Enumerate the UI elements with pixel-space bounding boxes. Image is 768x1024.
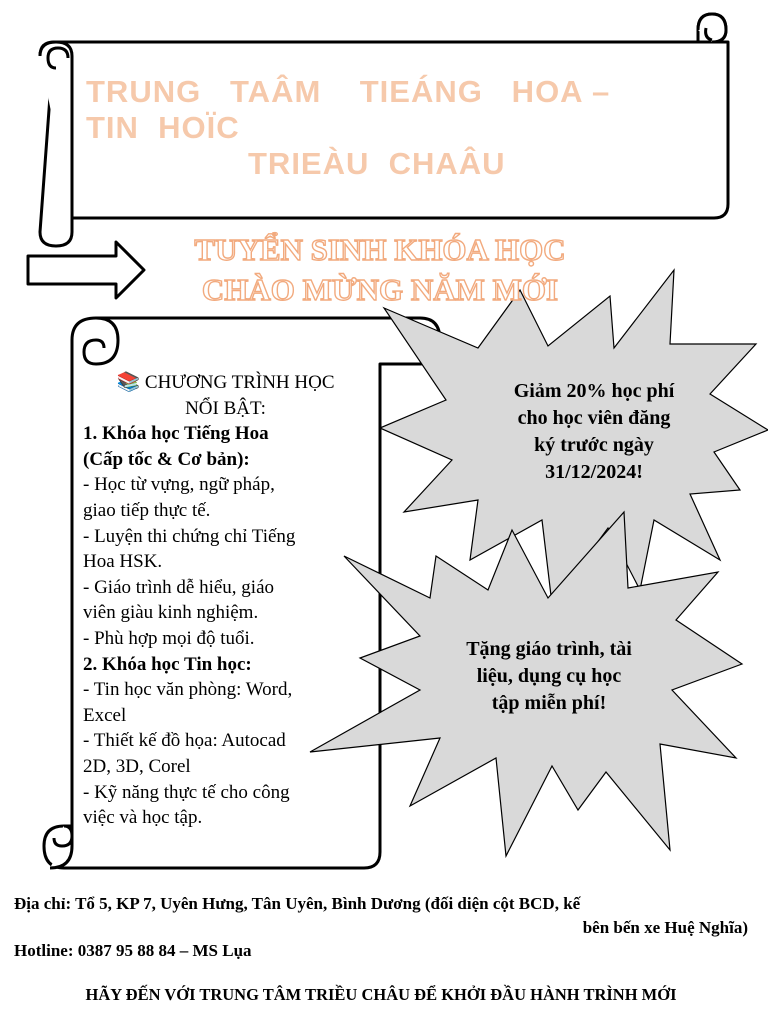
course-1-title: 1. Khóa học Tiếng Hoa bbox=[83, 423, 269, 445]
course-2-title: 2. Khóa học Tin học: bbox=[83, 653, 252, 675]
course-2-item: Excel bbox=[83, 704, 127, 726]
headline-line-2: CHÀO MỪNG NĂM MỚI bbox=[201, 272, 559, 307]
address-line-2: bên bến xe Huệ Nghĩa) bbox=[582, 918, 748, 937]
program-content bbox=[83, 370, 368, 831]
promo-2-line: tập miễn phí! bbox=[491, 692, 607, 714]
promo-1-line: Giảm 20% học phí bbox=[513, 380, 675, 402]
course-1-item: giao tiếp thực tế. bbox=[83, 499, 211, 521]
course-1-item: Hoa HSK. bbox=[83, 551, 163, 573]
hotline: Hotline: 0387 95 88 84 – MS Lụa bbox=[14, 941, 252, 960]
course-1-item: - Luyện thi chứng chỉ Tiếng bbox=[83, 525, 296, 547]
promo-1-line: cho học viên đăng bbox=[517, 407, 671, 429]
course-2-item: - Tin học văn phòng: Word, bbox=[83, 679, 293, 701]
promo-1-line: ký trước ngày bbox=[534, 434, 654, 456]
course-1-item: - Giáo trình dễ hiểu, giáo bbox=[83, 576, 275, 598]
course-1-item: viên giàu kinh nghiệm. bbox=[83, 602, 259, 624]
headline-line-1: TUYỂN SINH KHÓA HỌC bbox=[194, 232, 566, 267]
course-1-item: - Học từ vựng, ngữ pháp, bbox=[83, 474, 275, 496]
course-1-item: - Phù hợp mọi độ tuổi. bbox=[83, 627, 255, 649]
course-2-item: việc và học tập. bbox=[83, 807, 203, 829]
promo-2-line: liệu, dụng cụ học bbox=[476, 665, 622, 687]
course-2-item: - Thiết kế đồ họa: Autocad bbox=[83, 730, 286, 752]
banner-title-line-2: TIN HOÏC bbox=[86, 110, 240, 145]
course-2-item: - Kỹ năng thực tế cho công bbox=[83, 781, 290, 803]
banner-title-line-1: TRUNG TAÂM TIEÁNG HOA – bbox=[86, 74, 611, 109]
slogan: HÃY ĐẾN VỚI TRUNG TÂM TRIỀU CHÂU ĐỂ KHỞI ĐẦU HÀNH TRÌNH MỚI bbox=[85, 985, 677, 1004]
promo-1-line: 31/12/2024! bbox=[545, 461, 643, 483]
course-1-subtitle: (Cấp tốc & Cơ bản): bbox=[83, 448, 250, 470]
promo-2-line: Tặng giáo trình, tài bbox=[466, 638, 632, 660]
promo-2-text bbox=[424, 636, 674, 717]
address bbox=[14, 892, 748, 940]
program-title-line-2: NỔI BẬT: bbox=[185, 397, 266, 419]
program-title-line-1: 📚 CHƯƠNG TRÌNH HỌC bbox=[116, 372, 335, 393]
course-2-item: 2D, 3D, Corel bbox=[83, 755, 191, 777]
address-line-1: Địa chỉ: Tổ 5, KP 7, Uyên Hưng, Tân Uyên, Bình Dương (đối diện cột BCD, kế bbox=[14, 894, 581, 913]
banner-title-line-3: TRIEÀU CHAÂU bbox=[248, 146, 506, 181]
promo-1-text bbox=[474, 378, 714, 486]
